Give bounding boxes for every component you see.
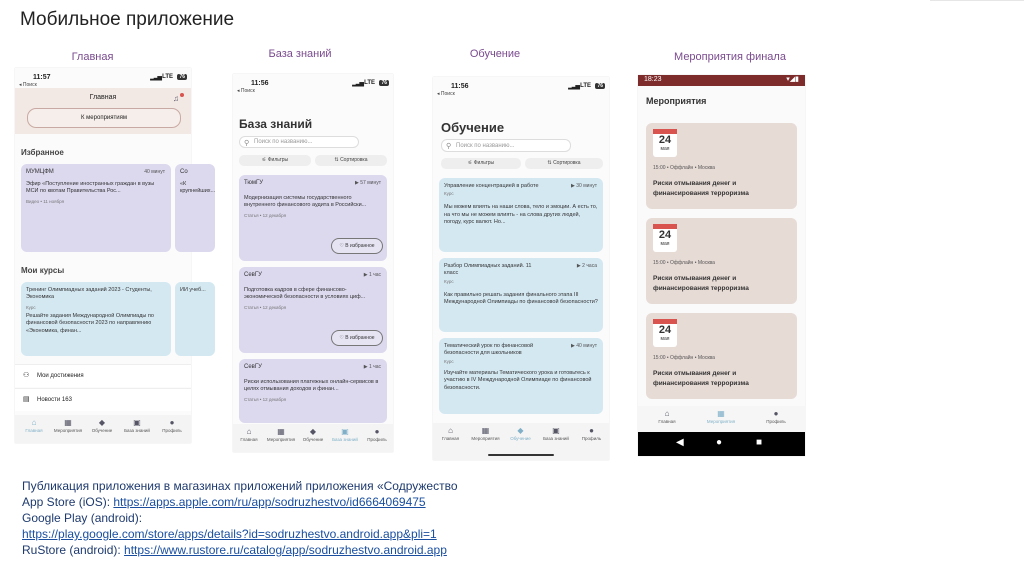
tab-profile[interactable] — [574, 426, 609, 441]
battery-icon: 76 — [597, 83, 603, 89]
card-duration: 40 минут — [144, 169, 165, 175]
sort-button[interactable]: ⇅ Сортировка — [525, 158, 603, 169]
calendar-icon — [653, 319, 677, 347]
tab-events[interactable] — [468, 426, 503, 441]
screen-title-knowledge: База знаний — [268, 48, 332, 60]
news-row[interactable] — [15, 388, 191, 411]
course-card[interactable] — [439, 258, 603, 332]
sort-label: Сортировка — [553, 160, 581, 166]
graduation-cap-icon: ◆ — [309, 427, 317, 436]
news-icon: ▤ — [23, 396, 30, 403]
duration-text: 30 минут — [576, 183, 597, 189]
tab-label: Главная — [240, 437, 258, 442]
card-org: ТюмГУ — [244, 180, 264, 186]
back-link[interactable]: ◂ Поиск — [19, 82, 37, 88]
card-duration: ▶ 1 час — [363, 272, 381, 278]
event-day: 24 — [658, 134, 672, 146]
card-text: Решайте задания Международной Олимпиады по финансовой безопасности 2023 по направлению «Экономика, финан... — [26, 312, 154, 334]
search-input[interactable] — [239, 136, 359, 148]
network-label: LTE — [364, 80, 375, 86]
card-text: Мы можем влиять на наши слова, тело и эмоции. А есть то, на что мы не можем влиять - на слова других людей, погоду, курс валют. Но... — [444, 204, 598, 226]
home-icon: ⌂ — [448, 426, 453, 435]
achievements-row[interactable] — [15, 364, 191, 387]
search-placeholder: Поиск по названию... — [254, 139, 313, 145]
course-card[interactable] — [21, 282, 171, 356]
tab-label: База знаний — [124, 428, 150, 433]
tab-label: Обучение — [510, 436, 531, 441]
person-icon: ⚇ — [23, 372, 30, 379]
slide-title: Мобильное приложение — [20, 9, 235, 30]
tab-profile[interactable] — [155, 418, 189, 433]
favorite-card-peek[interactable] — [175, 164, 215, 252]
card-duration: ▶ 57 минут — [355, 180, 381, 186]
filters-label: Фильтры — [473, 160, 495, 166]
tab-label: Мероприятия — [471, 436, 500, 441]
search-input[interactable] — [441, 139, 571, 152]
news-label: Новости 163 — [37, 397, 72, 403]
status-bar — [15, 72, 191, 84]
knowledge-card[interactable] — [239, 267, 387, 353]
card-text: Модернизация системы государственного внутреннего финансового аудита в Российски... — [244, 195, 367, 209]
rustore-label: RuStore (android): — [22, 543, 125, 557]
event-card[interactable] — [646, 218, 797, 304]
ios-label: App Store (iOS): — [22, 495, 114, 509]
status-time: 11:57 — [33, 74, 51, 81]
signal-icon: ▂▃▅ — [150, 75, 161, 81]
tab-label: Профиль — [766, 419, 786, 424]
tab-label: Главная — [441, 436, 460, 441]
book-icon: ▣ — [552, 426, 560, 435]
search-icon: ⚲ — [244, 140, 250, 147]
home-icon: ⌂ — [246, 427, 252, 436]
filters-button[interactable]: ⚟ Фильтры — [239, 155, 311, 166]
book-icon: ▣ — [133, 418, 141, 427]
duration-text: 40 минут — [576, 343, 597, 349]
card-title: Управление концентрацией в работе — [444, 183, 539, 189]
calendar-icon — [653, 224, 677, 252]
favorite-card[interactable] — [21, 164, 171, 252]
recents-icon[interactable]: ■ — [756, 437, 763, 448]
knowledge-card[interactable] — [239, 175, 387, 261]
events-button[interactable]: К мероприятиям — [27, 108, 181, 128]
favorites-heading: Избранное — [21, 148, 64, 157]
status-time: 11:56 — [251, 80, 269, 87]
tab-events[interactable] — [696, 409, 746, 424]
status-bar — [233, 78, 393, 90]
event-day: 24 — [658, 324, 672, 336]
decorative-line — [930, 0, 1024, 1]
card-meta: Статья • 12 декабря — [244, 396, 287, 402]
footer-intro: Публикация приложения в магазинах приложений приложения «Содружество — [22, 479, 458, 493]
event-card[interactable] — [646, 123, 797, 209]
card-meta: Видео • 11 ноября — [26, 198, 65, 204]
footer-gp-line — [22, 526, 458, 542]
sort-label: Сортировка — [340, 157, 368, 163]
card-kind: Курс — [444, 278, 454, 284]
event-day: 24 — [658, 229, 672, 241]
add-favorite-button[interactable]: ♡ В избранное — [331, 238, 383, 254]
course-card-peek[interactable] — [175, 282, 215, 356]
home-icon: ⌂ — [664, 409, 670, 418]
tab-learning[interactable] — [85, 418, 119, 433]
duration-text: 2 часа — [582, 263, 597, 269]
tab-label: Главная — [25, 428, 43, 433]
courses-heading: Мои курсы — [21, 266, 65, 275]
calendar-icon: ▦ — [64, 418, 72, 427]
card-text: Подготовка кадров в сфере финансово-экономической безопасности в условиях циф... — [244, 287, 366, 301]
tab-label: Профиль — [367, 437, 387, 442]
tab-label: Мероприятия — [53, 428, 83, 433]
tab-home[interactable] — [233, 427, 265, 442]
card-org: СевГУ — [244, 272, 262, 278]
google-play-link[interactable]: https://play.google.com/store/apps/details?id=sodruzhestvo.android.app&pli=1 — [22, 527, 437, 541]
card-duration: ▶ 40 минут — [571, 343, 597, 349]
footer-gp-label: Google Play (android): — [22, 511, 143, 525]
footer-ios-line — [22, 494, 458, 510]
home-icon: ⌂ — [31, 418, 37, 427]
card-duration: ▶ 1 час — [363, 364, 381, 370]
book-icon: ▣ — [341, 427, 349, 436]
page-title: Обучение — [441, 120, 505, 135]
tab-knowledge[interactable] — [119, 418, 155, 433]
bell-icon[interactable]: ♫ — [173, 94, 179, 103]
phone-home — [15, 68, 216, 443]
card-kind: Курс — [26, 304, 36, 310]
tab-events[interactable] — [51, 418, 85, 433]
filters-button[interactable]: ⚟ Фильтры — [441, 158, 521, 169]
status-bar — [433, 81, 609, 93]
user-icon: ● — [773, 409, 779, 418]
card-title: Тематический урок по финансовой безопасности для школьников — [444, 343, 534, 357]
tab-home[interactable] — [17, 418, 51, 433]
signal-icon: ▂▃▅ — [352, 81, 363, 87]
home-header-title: Главная — [89, 94, 117, 101]
page-title: База знаний — [239, 117, 313, 131]
graduation-cap-icon: ◆ — [517, 426, 524, 435]
event-month: мая — [660, 241, 670, 247]
status-time: 11:56 — [451, 83, 469, 90]
tab-label: Мероприятия — [266, 437, 296, 442]
status-time: 18:23 — [644, 76, 662, 83]
tab-events[interactable] — [265, 427, 297, 442]
tab-label: Обучение — [91, 428, 113, 433]
tab-bar — [433, 423, 609, 460]
event-card[interactable] — [646, 313, 797, 399]
android-status-bar — [638, 75, 805, 86]
event-month: мая — [660, 146, 670, 152]
card-org: Со — [180, 169, 188, 175]
tab-label: Обучение — [302, 437, 324, 442]
event-title: Риски отмывания денег и финансирования терроризма — [653, 275, 749, 292]
screen-title-home: Главная — [71, 51, 114, 63]
tab-home[interactable] — [433, 426, 468, 441]
button-label: В избранное — [345, 335, 375, 341]
filters-label: Фильтры — [267, 157, 289, 163]
tab-label: Мероприятия — [706, 419, 736, 424]
achievements-label: Мои достижения — [37, 373, 84, 379]
footer-links — [22, 478, 458, 558]
card-kind: Курс — [444, 358, 454, 364]
event-info: 15:00 • Оффлайн • Москва — [653, 260, 715, 266]
back-link[interactable]: ◂ Поиск — [437, 91, 455, 97]
event-info: 15:00 • Оффлайн • Москва — [653, 165, 715, 171]
tab-knowledge[interactable] — [329, 427, 361, 442]
calendar-icon — [653, 129, 677, 157]
phone-knowledge — [233, 74, 393, 452]
knowledge-card[interactable] — [239, 359, 387, 423]
card-text: Риски использования платежных онлайн-сервисов в целях отмывания доходов и финан... — [244, 379, 379, 393]
battery-icon: ▾◢▮ — [786, 76, 799, 83]
tab-learning[interactable] — [503, 426, 538, 441]
tab-label: Профиль — [581, 436, 602, 441]
calendar-icon: ▦ — [717, 409, 725, 418]
search-icon: ⚲ — [446, 143, 452, 150]
event-info: 15:00 • Оффлайн • Москва — [653, 355, 715, 361]
back-link[interactable]: ◂ Поиск — [237, 88, 255, 94]
tab-bar — [638, 406, 805, 432]
calendar-icon: ▦ — [481, 426, 490, 435]
app-store-link[interactable]: https://apps.apple.com/ru/app/sodruzhestvo/id6664069475 — [113, 495, 426, 509]
tab-profile[interactable] — [361, 427, 393, 442]
card-org: СевГУ — [244, 364, 262, 370]
card-text: «К крупнейших... — [180, 181, 216, 195]
user-icon: ● — [169, 418, 175, 427]
card-duration: ▶ 2 часа — [576, 263, 597, 269]
tab-bar — [15, 415, 191, 443]
user-icon: ● — [374, 427, 380, 436]
battery-icon: 76 — [179, 74, 185, 80]
card-kind: Курс — [444, 191, 454, 197]
calendar-icon: ▦ — [277, 427, 285, 436]
card-duration: ▶ 30 минут — [571, 183, 597, 189]
event-month: мая — [660, 336, 670, 342]
notification-dot — [180, 93, 184, 97]
card-org: МУМЦФМ — [26, 169, 54, 175]
battery-icon: 76 — [381, 80, 387, 86]
event-title: Риски отмывания денег и финансирования терроризма — [653, 180, 749, 197]
tab-label: База знаний — [543, 436, 569, 441]
phone-learning — [433, 77, 609, 460]
home-indicator — [488, 454, 554, 456]
card-text: Эфир «Поступление иностранных граждан в вузы МСИ по квотам Правительства Рос... — [26, 181, 155, 195]
tab-label: База знаний — [332, 437, 358, 442]
add-favorite-button[interactable]: ♡ В избранное — [331, 330, 383, 346]
screen-title-events: Мероприятия финала — [674, 51, 786, 63]
tab-label: Профиль — [162, 428, 182, 433]
duration-text: 1 час — [368, 272, 381, 278]
card-title: ИИ учеб... — [180, 287, 206, 293]
button-label: В избранное — [345, 243, 375, 249]
home-header — [15, 88, 191, 134]
screen-title-learning: Обучение — [469, 48, 521, 60]
card-meta: Статья • 12 декабря — [244, 304, 287, 310]
graduation-cap-icon: ◆ — [98, 418, 106, 427]
page-title: Мероприятия — [646, 96, 707, 106]
card-title: Тренинг Олимпиадных заданий 2023 - Студенты, Экономика — [26, 287, 152, 301]
card-text: Изучайте материалы Тематического урока и готовьтесь к участию в IV Международной Олимпиаде по финансовой безопасности. — [444, 369, 592, 391]
signal-icon: ▂▃▅ — [568, 84, 579, 90]
user-icon: ● — [589, 426, 594, 435]
network-label: LTE — [162, 74, 173, 80]
duration-text: 1 час — [368, 364, 381, 370]
rustore-link[interactable]: https://www.rustore.ru/catalog/app/sodruzhestvo.android.app — [124, 543, 447, 557]
duration-text: 57 минут — [360, 180, 381, 186]
course-card[interactable] — [439, 338, 603, 414]
tab-label: Главная — [658, 419, 676, 424]
tab-profile[interactable] — [752, 409, 800, 424]
network-label: LTE — [580, 83, 591, 89]
course-card[interactable] — [439, 178, 603, 252]
card-meta: Статья • 12 декабря — [244, 212, 287, 218]
tab-knowledge[interactable] — [538, 426, 574, 441]
search-placeholder: Поиск по названию... — [456, 143, 515, 149]
tab-learning[interactable] — [297, 427, 329, 442]
card-text: Как правильно решать задания финального этапа III Международной Олимпиады по финансовой безопасности? — [444, 291, 598, 306]
card-title: Разбор Олимпиадных заданий. 11 класс — [444, 263, 532, 277]
home-button-icon[interactable]: ● — [716, 437, 723, 448]
android-nav-bar — [638, 432, 805, 456]
phone-events — [638, 75, 805, 456]
event-title: Риски отмывания денег и финансирования терроризма — [653, 370, 749, 387]
tab-home[interactable] — [643, 409, 691, 424]
sort-button[interactable]: ⇅ Сортировка — [315, 155, 387, 166]
back-icon[interactable]: ◀ — [676, 437, 684, 448]
tab-bar — [233, 424, 393, 452]
footer-ru-line — [22, 542, 458, 558]
